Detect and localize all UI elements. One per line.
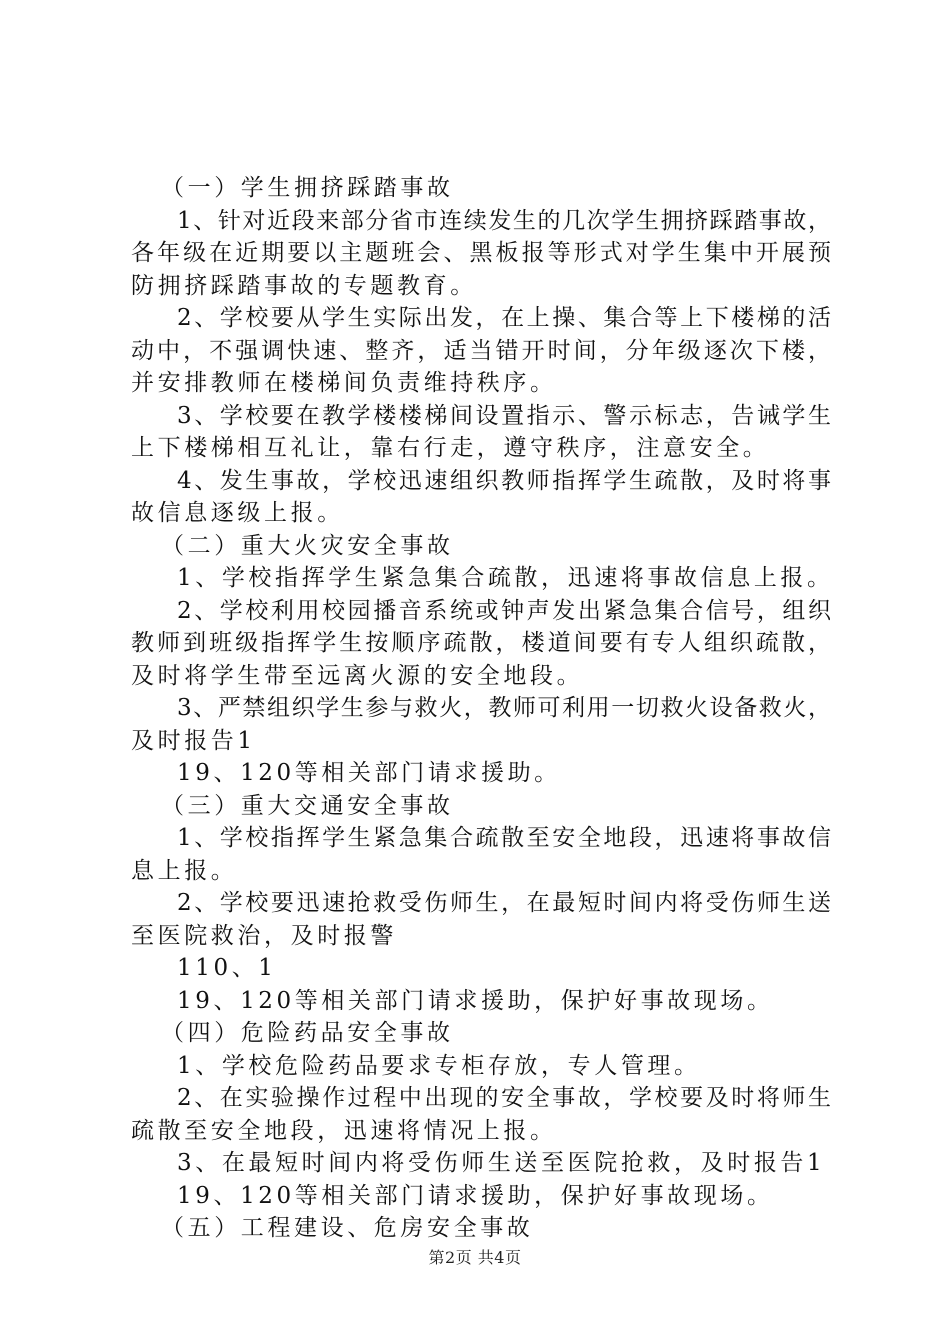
paragraph-line: 19、120等相关部门请求援助，保护好事故现场。 <box>177 1182 774 1209</box>
section-heading: （三）重大交通安全事故 <box>161 792 454 819</box>
paragraph-line: 1、学校危险药品要求专柜存放，专人管理。 <box>177 1052 701 1079</box>
paragraph-line: 至医院救治，及时报警 <box>131 922 397 949</box>
paragraph-line: 教师到班级指挥学生按顺序疏散，楼道间要有专人组织疏散， <box>131 630 831 656</box>
paragraph-line: 动中，不强调快速、整齐，适当错开时间，分年级逐次下楼， <box>131 337 831 364</box>
paragraph-line: 2、学校要迅速抢救受伤师生，在最短时间内将受伤师生送 <box>177 890 831 916</box>
paragraph-line: 3、严禁组织学生参与救火，教师可利用一切救火设备救火， <box>177 695 831 721</box>
paragraph-line: 3、学校要在教学楼楼梯间设置指示、警示标志，告诫学生 <box>177 402 831 429</box>
paragraph-line: 19、120等相关部门请求援助。 <box>177 760 561 786</box>
paragraph-line: 1、学校指挥学生紧急集合疏散至安全地段，迅速将事故信 <box>177 825 831 851</box>
paragraph-line: 19、120等相关部门请求援助，保护好事故现场。 <box>177 987 774 1014</box>
paragraph-line: 2、在实验操作过程中出现的安全事故，学校要及时将师生 <box>177 1085 831 1111</box>
paragraph-line: 2、学校利用校园播音系统或钟声发出紧急集合信号，组织 <box>177 597 831 624</box>
paragraph-line: 各年级在近期要以主题班会、黑板报等形式对学生集中开展预 <box>131 240 831 266</box>
section-heading: （五）工程建设、危房安全事故 <box>161 1215 534 1241</box>
paragraph-line: 2、学校要从学生实际出发，在上操、集合等上下楼梯的活 <box>177 305 831 331</box>
section-heading: （二）重大火灾安全事故 <box>161 532 454 559</box>
paragraph-line: 上下楼梯相互礼让，靠右行走，遵守秩序，注意安全。 <box>131 435 770 461</box>
paragraph-line: 4、发生事故，学校迅速组织教师指挥学生疏散，及时将事 <box>177 467 831 494</box>
paragraph-line: 3、在最短时间内将受伤师生送至医院抢救，及时报告1 <box>177 1150 826 1176</box>
paragraph-line: 疏散至安全地段，迅速将情况上报。 <box>131 1117 557 1144</box>
paragraph-line: 防拥挤踩踏事故的专题教育。 <box>131 272 477 299</box>
section-heading: （四）危险药品安全事故 <box>161 1020 454 1046</box>
paragraph-line: 及时将学生带至远离火源的安全地段。 <box>131 662 584 689</box>
page-number-footer: 第2页 共4页 <box>428 1248 522 1267</box>
paragraph-line: 故信息逐级上报。 <box>131 500 344 526</box>
paragraph-line: 及时报告1 <box>131 727 256 754</box>
paragraph-line: 1、学校指挥学生紧急集合疏散，迅速将事故信息上报。 <box>177 565 834 591</box>
paragraph-line: 1、针对近段来部分省市连续发生的几次学生拥挤踩踏事故， <box>177 207 831 234</box>
document-body <box>131 172 834 1245</box>
paragraph-line: 并安排教师在楼梯间负责维持秩序。 <box>131 370 557 396</box>
paragraph-line: 110、1 <box>177 955 277 981</box>
section-heading: （一）学生拥挤踩踏事故 <box>161 175 454 201</box>
paragraph-line: 息上报。 <box>131 857 238 884</box>
